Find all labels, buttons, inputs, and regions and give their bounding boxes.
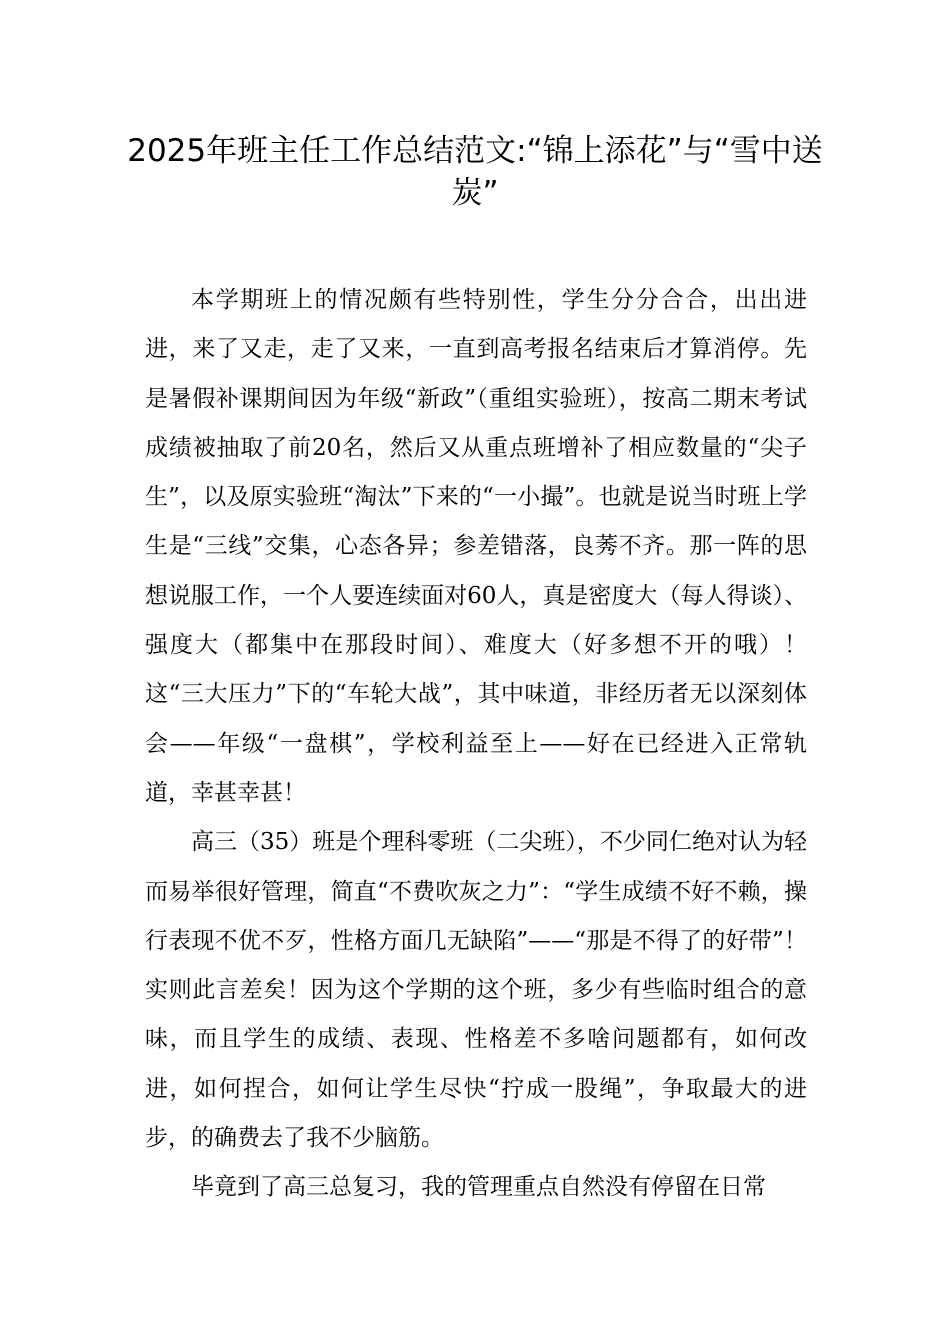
- paragraph-2: 高三（35）班是个理科零班（二尖班），不少同仁绝对认为轻而易举很好管理，简直“不费吹灰之力”：“学生成绩不好不赖，操行表现不优不歹，性格方面几无缺陷”——“那是不得了的好带”！实则此言差矣！因为这个学期的这个班，多少有些临时组合的意味，而且学生的成绩、表现、性格差不多啥问题都有，如何改进，如何捏合，如何让学生尽快“拧成一股绳”，争取最大的进步，的确费去了我不少脑筋。: [145, 829, 807, 1152]
- document-title: 2025年班主任工作总结范文:“锦上添花”与“雪中送炭”: [127, 133, 823, 211]
- document-body: [145, 276, 807, 1213]
- paragraph-1: 本学期班上的情况颇有些特别性，学生分分合合，出出进进，来了又走，走了又来，一直到高考报名结束后才算消停。先是暑假补课期间因为年级“新政”（重组实验班），按高二期末考试成绩被抽取了前20名，然后又从重点班增补了相应数量的“尖子生”，以及原实验班“淘汰”下来的“一小撮”。也就是说当时班上学生是“三线”交集，心态各异；参差错落，良莠不齐。那一阵的思想说服工作，一个人要连续面对60人，真是密度大（每人得谈）、强度大（都集中在那段时间）、难度大（好多想不开的哦）！这“三大压力”下的“车轮大战”，其中味道，非经历者无以深刻体会——年级“一盘棋”，学校利益至上——好在已经进入正常轨道，幸甚幸甚！: [145, 287, 807, 806]
- paragraph-3: 毕竟到了高三总复习，我的管理重点自然没有停留在日常: [191, 1174, 766, 1201]
